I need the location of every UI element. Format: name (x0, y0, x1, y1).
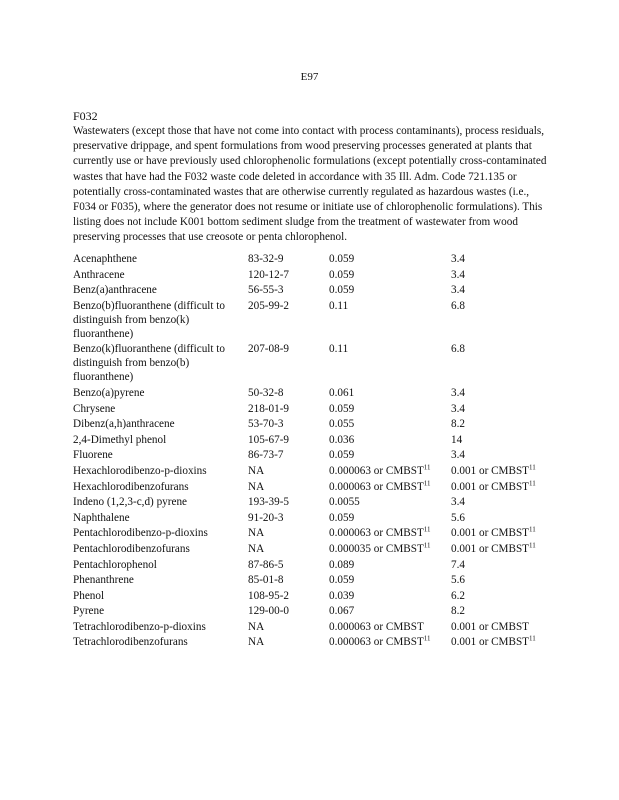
constituent-name-text: Pentachlorodibenzofurans (73, 542, 190, 555)
constituent-name (73, 589, 248, 605)
nonwastewater-standard-text: 3.4 (451, 268, 465, 281)
cas-number (248, 526, 329, 542)
cas-number-text: 83-32-9 (248, 253, 284, 265)
table-row (73, 386, 571, 402)
nonwastewater-standard (451, 542, 571, 558)
constituent-name-text: 2,4-Dimethyl phenol (73, 433, 167, 446)
table-row (73, 635, 571, 651)
wastewater-standard-text: 0.059 (329, 253, 355, 265)
wastewater-standard (329, 480, 451, 496)
constituent-name-text: Indeno (1,2,3-c,d) pyrene (73, 496, 188, 509)
constituent-name-text: Pentachlorodibenzo-p-dioxins (73, 527, 208, 540)
table-row (73, 526, 571, 542)
nonwastewater-standard (451, 433, 571, 449)
cas-number (248, 620, 329, 636)
wastewater-standard (329, 402, 451, 418)
constituent-name (73, 573, 248, 589)
constituent-name-text: Benzo(a)pyrene (73, 386, 145, 399)
nonwastewater-standard-text: 8.2 (451, 418, 465, 431)
cas-number-text: 50-32-8 (248, 386, 284, 399)
wastewater-standard-text: 0.000063 or CMBST (329, 480, 424, 493)
wastewater-standard (329, 542, 451, 558)
footnote-marker: 11 (529, 634, 536, 643)
footnote-marker: 11 (529, 525, 536, 534)
nonwastewater-standard-text: 3.4 (451, 402, 465, 415)
constituent-table-body (73, 252, 571, 651)
cas-number (248, 558, 329, 574)
nonwastewater-standard (451, 495, 571, 511)
cas-number-text: NA (248, 620, 265, 633)
wastewater-standard (329, 268, 451, 284)
constituent-name-text: Dibenz(a,h)anthracene (73, 418, 175, 431)
wastewater-standard (329, 283, 451, 299)
wastewater-standard-text: 0.059 (329, 449, 355, 462)
wastewater-standard (329, 573, 451, 589)
cas-number (248, 635, 329, 651)
wastewater-standard-text: 0.0055 (329, 496, 360, 509)
nonwastewater-standard-text: 3.4 (451, 449, 465, 462)
constituent-name (73, 283, 248, 299)
constituent-name-text: Chrysene (73, 402, 116, 415)
constituent-name-text: Tetrachlorodibenzo-p-dioxins (73, 620, 206, 633)
cas-number-text: 85-01-8 (248, 574, 284, 587)
constituent-name (73, 299, 248, 343)
nonwastewater-standard-text: 14 (451, 433, 463, 446)
wastewater-standard (329, 386, 451, 402)
nonwastewater-standard (451, 604, 571, 620)
cas-number-text: NA (248, 464, 265, 477)
nonwastewater-standard (451, 480, 571, 496)
cas-number-text: 91-20-3 (248, 511, 284, 524)
nonwastewater-standard-text: 0.001 or CMBST (451, 480, 530, 493)
wastewater-standard-text: 0.11 (329, 343, 349, 356)
constituent-name (73, 448, 248, 464)
wastewater-standard-text: 0.000063 or CMBST (329, 527, 424, 540)
cas-number (248, 402, 329, 418)
footnote-marker: 11 (529, 541, 536, 550)
constituent-name-text: Pentachlorophenol (73, 558, 157, 571)
cas-number (248, 283, 329, 299)
nonwastewater-standard-text: 0.001 or CMBST (451, 542, 530, 555)
constituent-name (73, 526, 248, 542)
nonwastewater-standard-text: 6.2 (451, 589, 465, 602)
wastewater-standard (329, 511, 451, 527)
nonwastewater-standard-text: 8.2 (451, 605, 465, 618)
nonwastewater-standard (451, 558, 571, 574)
constituent-name-text: Phenanthrene (73, 574, 134, 587)
nonwastewater-standard-text: 3.4 (451, 496, 465, 509)
cas-number (248, 604, 329, 620)
nonwastewater-standard-text: 5.6 (451, 574, 465, 587)
cas-number (248, 417, 329, 433)
constituent-name-text: Hexachlorodibenzo-p-dioxins (73, 464, 207, 477)
table-row (73, 480, 571, 496)
nonwastewater-standard (451, 635, 571, 651)
constituent-name-text: Naphthalene (73, 511, 130, 524)
wastewater-standard-text: 0.000063 or CMBST (329, 636, 424, 649)
wastewater-standard (329, 589, 451, 605)
cas-number (248, 495, 329, 511)
cas-number (248, 448, 329, 464)
table-row (73, 252, 571, 268)
nonwastewater-standard (451, 252, 571, 268)
nonwastewater-standard (451, 299, 571, 343)
wastewater-standard-text: 0.059 (329, 268, 355, 281)
wastewater-standard-text: 0.059 (329, 574, 355, 587)
wastewater-standard-text: 0.067 (329, 605, 355, 618)
nonwastewater-standard (451, 511, 571, 527)
table-row (73, 558, 571, 574)
nonwastewater-standard (451, 402, 571, 418)
nonwastewater-standard-text: 3.4 (451, 253, 465, 265)
wastewater-standard (329, 635, 451, 651)
footnote-marker: 11 (423, 478, 431, 487)
nonwastewater-standard-text: 0.001 or CMBST (451, 620, 530, 633)
constituent-name (73, 635, 248, 651)
wastewater-standard-text: 0.059 (329, 284, 355, 297)
wastewater-standard-text: 0.055 (329, 418, 355, 431)
table-row (73, 402, 571, 418)
nonwastewater-standard (451, 573, 571, 589)
wastewater-standard-text: 0.061 (329, 386, 355, 399)
table-row (73, 342, 571, 386)
wastewater-standard (329, 417, 451, 433)
wastewater-standard (329, 299, 451, 343)
cas-number (248, 342, 329, 386)
constituent-name (73, 433, 248, 449)
nonwastewater-standard (451, 386, 571, 402)
table-row (73, 511, 571, 527)
wastewater-standard (329, 433, 451, 449)
cas-number (248, 542, 329, 558)
wastewater-standard-text: 0.089 (329, 558, 355, 571)
table-row (73, 417, 571, 433)
table-row (73, 604, 571, 620)
cas-number (248, 480, 329, 496)
waste-code-heading: F032 (73, 109, 98, 123)
cas-number-text: NA (248, 636, 265, 649)
cas-number-text: 86-73-7 (248, 449, 284, 462)
nonwastewater-standard (451, 342, 571, 386)
table-row (73, 283, 571, 299)
nonwastewater-standard-text: 6.8 (451, 299, 465, 312)
nonwastewater-standard-text: 3.4 (451, 386, 465, 399)
wastewater-standard-text: 0.000063 or CMBST (329, 620, 424, 633)
constituent-name (73, 558, 248, 574)
table-row (73, 620, 571, 636)
constituent-name (73, 464, 248, 480)
constituent-name-text: Phenol (73, 589, 105, 602)
wastewater-standard-text: 0.11 (329, 299, 349, 312)
table-row (73, 495, 571, 511)
constituent-name-text: Pyrene (73, 605, 105, 618)
nonwastewater-standard (451, 283, 571, 299)
constituent-name (73, 511, 248, 527)
wastewater-standard (329, 252, 451, 268)
cas-number-text: 108-95-2 (248, 589, 290, 602)
constituent-name (73, 620, 248, 636)
nonwastewater-standard (451, 268, 571, 284)
cas-number-text: NA (248, 542, 265, 555)
cas-number-text: 129-00-0 (248, 605, 290, 618)
wastewater-standard (329, 604, 451, 620)
constituent-name-text: Fluorene (73, 449, 113, 462)
wastewater-standard (329, 342, 451, 386)
footnote-marker: 11 (529, 463, 536, 472)
cas-number (248, 386, 329, 402)
footnote-marker: 11 (423, 525, 431, 534)
constituent-name-text: Anthracene (73, 268, 125, 281)
constituent-name (73, 342, 248, 386)
cas-number-text: 120-12-7 (248, 268, 290, 281)
nonwastewater-standard-text: 3.4 (451, 284, 465, 297)
table-row (73, 433, 571, 449)
cas-number (248, 252, 329, 268)
wastewater-standard-text: 0.000035 or CMBST (329, 542, 424, 555)
footnote-marker: 11 (423, 634, 431, 643)
wastewater-standard (329, 495, 451, 511)
constituent-name-text: Benzo(k)fluoranthene (difficult to distinguish from benzo(b) fluoranthene) (73, 343, 226, 384)
wastewater-standard (329, 464, 451, 480)
nonwastewater-standard (451, 526, 571, 542)
wastewater-standard (329, 558, 451, 574)
nonwastewater-standard-text: 6.8 (451, 343, 465, 356)
cas-number (248, 433, 329, 449)
constituent-name-text: Tetrachlorodibenzofurans (73, 636, 188, 649)
footnote-marker: 11 (423, 463, 431, 472)
cas-number (248, 464, 329, 480)
constituent-name (73, 402, 248, 418)
constituent-name (73, 268, 248, 284)
wastewater-standard-text: 0.059 (329, 402, 355, 415)
cas-number (248, 299, 329, 343)
constituent-name-text: Benz(a)anthracene (73, 284, 157, 297)
cas-number-text: 53-70-3 (248, 418, 284, 431)
cas-number (248, 573, 329, 589)
nonwastewater-standard (451, 589, 571, 605)
constituent-table (73, 252, 571, 651)
constituent-name (73, 252, 248, 268)
nonwastewater-standard (451, 417, 571, 433)
cas-number (248, 511, 329, 527)
cas-number-text: 87-86-5 (248, 558, 284, 571)
waste-description: Wastewaters (except those that have not come into contact with process contaminants), process residuals, preservative drippage, and spent formulations from wood preserving processes generated at plants that currently use or have previously used chlorophenolic formulations (except potentially cross-contaminated wastes that have had the F032 waste code deleted in accordance with 35 Ill. Adm. Code 721.135 or potentially cross-contaminated wastes that are otherwise currently regulated as hazardous wastes (i.e., F034 or F035), where the generator does not resume or initiate use of chlorophenolic formulations). This listing does not include K001 bottom sediment sludge from the treatment of wastewater from wood preserving processes that use creosote or penta chlorophenol. (73, 125, 547, 244)
cas-number-text: NA (248, 480, 265, 493)
table-row (73, 573, 571, 589)
footnote-marker: 11 (423, 541, 431, 550)
wastewater-standard-text: 0.000063 or CMBST (329, 464, 424, 477)
cas-number-text: 105-67-9 (248, 433, 290, 446)
cas-number-text: 56-55-3 (248, 284, 284, 297)
table-row (73, 589, 571, 605)
constituent-name (73, 495, 248, 511)
constituent-name-text: Acenaphthene (73, 253, 137, 265)
cas-number-text: NA (248, 527, 265, 540)
table-row (73, 542, 571, 558)
nonwastewater-standard (451, 464, 571, 480)
page-number: E97 (300, 71, 319, 83)
wastewater-standard (329, 526, 451, 542)
nonwastewater-standard-text: 0.001 or CMBST (451, 464, 530, 477)
table-row (73, 448, 571, 464)
constituent-name-text: Benzo(b)fluoranthene (difficult to distinguish from benzo(k) fluoranthene) (73, 299, 226, 340)
constituent-name (73, 386, 248, 402)
cas-number-text: 207-08-9 (248, 343, 290, 356)
table-row (73, 268, 571, 284)
wastewater-standard-text: 0.036 (329, 433, 355, 446)
nonwastewater-standard-text: 0.001 or CMBST (451, 636, 530, 649)
constituent-name (73, 480, 248, 496)
constituent-name (73, 542, 248, 558)
nonwastewater-standard-text: 0.001 or CMBST (451, 527, 530, 540)
wastewater-standard (329, 448, 451, 464)
constituent-name (73, 604, 248, 620)
nonwastewater-standard-text: 5.6 (451, 511, 465, 524)
nonwastewater-standard (451, 620, 571, 636)
constituent-name (73, 417, 248, 433)
wastewater-standard-text: 0.059 (329, 511, 355, 524)
constituent-name-text: Hexachlorodibenzofurans (73, 480, 189, 493)
wastewater-standard (329, 620, 451, 636)
cas-number-text: 218-01-9 (248, 402, 290, 415)
cas-number (248, 268, 329, 284)
table-row (73, 299, 571, 343)
wastewater-standard-text: 0.039 (329, 589, 355, 602)
cas-number (248, 589, 329, 605)
cas-number-text: 193-39-5 (248, 496, 290, 509)
footnote-marker: 11 (529, 478, 536, 487)
nonwastewater-standard (451, 448, 571, 464)
cas-number-text: 205-99-2 (248, 299, 290, 312)
nonwastewater-standard-text: 7.4 (451, 558, 465, 571)
table-row (73, 464, 571, 480)
